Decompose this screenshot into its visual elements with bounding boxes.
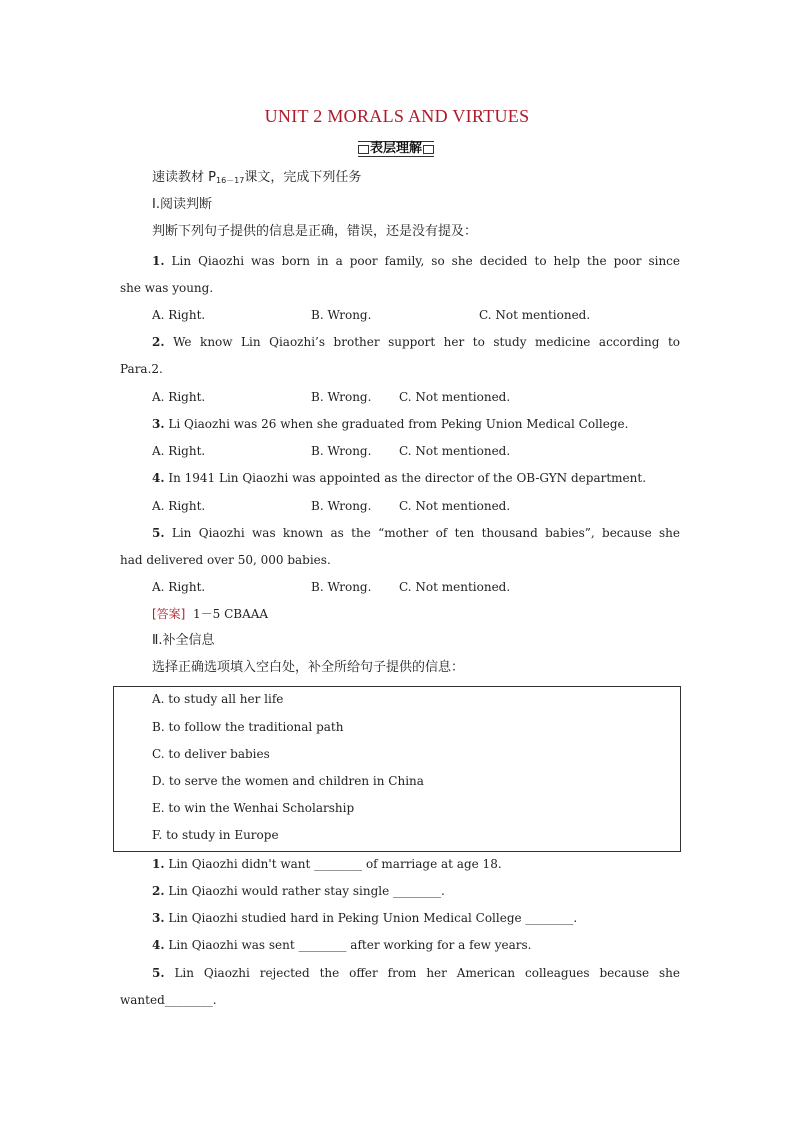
question-2-line2: Para.2.: [120, 362, 163, 376]
q1-option-b: B. Wrong.: [311, 308, 372, 322]
q1-option-c: C. Not mentioned.: [479, 308, 591, 322]
question-number: 4.: [152, 938, 165, 952]
q3-option-b: B. Wrong.: [311, 444, 372, 458]
box-option-d: D. to serve the women and children in China: [152, 774, 424, 788]
question-number: 1.: [152, 254, 165, 268]
question-2-line1: [152, 334, 680, 350]
q4-option-b: B. Wrong.: [311, 499, 372, 513]
question-number: 2.: [152, 884, 165, 898]
section1-instruction: 判断下列句子提供的信息是正确，错误，还是没有提及：: [152, 224, 478, 239]
box-option-b: B. to follow the traditional path: [152, 720, 344, 734]
fill-question-3: [152, 910, 680, 926]
question-number: 3.: [152, 911, 165, 925]
q2-option-a: A. Right.: [152, 390, 206, 404]
section1-heading: Ⅰ.阅读判断: [152, 197, 212, 212]
options-box: [113, 686, 681, 852]
q1-option-a: A. Right.: [152, 308, 206, 322]
q2-option-b: B. Wrong.: [311, 390, 372, 404]
question-number: 2.: [152, 335, 165, 349]
q5-option-a: A. Right.: [152, 580, 206, 594]
q2-option-c: C. Not mentioned.: [399, 390, 511, 404]
question-text: Lin Qiaozhi was known as the “mother of ten thousand babies”, because she: [171, 526, 680, 540]
intro-suffix: 课文，完成下列任务: [244, 170, 362, 185]
intro-prefix: 速读教材 P: [152, 170, 216, 185]
page-title: UNIT 2 MORALS AND VIRTUES: [264, 106, 530, 126]
box-option-e: E. to win the Wenhai Scholarship: [152, 801, 355, 815]
section-badge: [342, 140, 450, 158]
question-text: In 1941 Lin Qiaozhi was appointed as the director of the OB-GYN department.: [168, 471, 647, 485]
box-option-c: C. to deliver babies: [152, 747, 270, 761]
q4-option-c: C. Not mentioned.: [399, 499, 511, 513]
q3-option-c: C. Not mentioned.: [399, 444, 511, 458]
question-number: 5.: [152, 526, 165, 540]
badge-label: 表层理解: [358, 141, 434, 157]
question-text: Lin Qiaozhi was sent ________ after working for a few years.: [168, 938, 532, 952]
question-number: 5.: [152, 966, 165, 980]
question-text: Li Qiaozhi was 26 when she graduated from Peking Union Medical College.: [168, 417, 629, 431]
fill-question-2: [152, 883, 680, 899]
question-text: We know Lin Qiaozhi’s brother support her to study medicine according to: [173, 335, 680, 349]
question-5-line1: [152, 525, 680, 541]
question-text: Lin Qiaozhi studied hard in Peking Union Medical College ________.: [168, 911, 578, 925]
question-1-line2: she was young.: [120, 281, 214, 295]
answer-line: [152, 606, 680, 622]
question-1-line1: [152, 253, 680, 269]
answer-tag: [答案]: [152, 607, 186, 621]
question-text: Lin Qiaozhi rejected the offer from her American colleagues because she: [174, 966, 680, 980]
fill-question-5-line2: wanted________.: [120, 993, 217, 1007]
question-text: Lin Qiaozhi was born in a poor family, so she decided to help the poor since: [171, 254, 680, 268]
q4-option-a: A. Right.: [152, 499, 206, 513]
section2-instruction: 选择正确选项填入空白处，补全所给句子提供的信息：: [152, 660, 465, 675]
fill-question-1: [152, 856, 680, 872]
question-5-line2: had delivered over 50, 000 babies.: [120, 553, 331, 567]
section2-heading: Ⅱ.补全信息: [152, 633, 215, 648]
fill-question-4: [152, 937, 680, 953]
fill-question-5-line1: [152, 965, 680, 981]
question-number: 4.: [152, 471, 165, 485]
question-4: [152, 470, 680, 486]
question-number: 1.: [152, 857, 165, 871]
question-text: Lin Qiaozhi didn't want ________ of marriage at age 18.: [168, 857, 502, 871]
q3-option-a: A. Right.: [152, 444, 206, 458]
box-option-f: F. to study in Europe: [152, 828, 279, 842]
question-3: [152, 416, 680, 432]
box-option-a: A. to study all her life: [152, 692, 284, 706]
question-number: 3.: [152, 417, 165, 431]
answer-text: 1－5 CBAAA: [193, 607, 269, 621]
intro-page-range: 16－17: [215, 176, 245, 185]
intro-line: [152, 170, 680, 189]
q5-option-b: B. Wrong.: [311, 580, 372, 594]
question-text: Lin Qiaozhi would rather stay single ________.: [168, 884, 445, 898]
q5-option-c: C. Not mentioned.: [399, 580, 511, 594]
